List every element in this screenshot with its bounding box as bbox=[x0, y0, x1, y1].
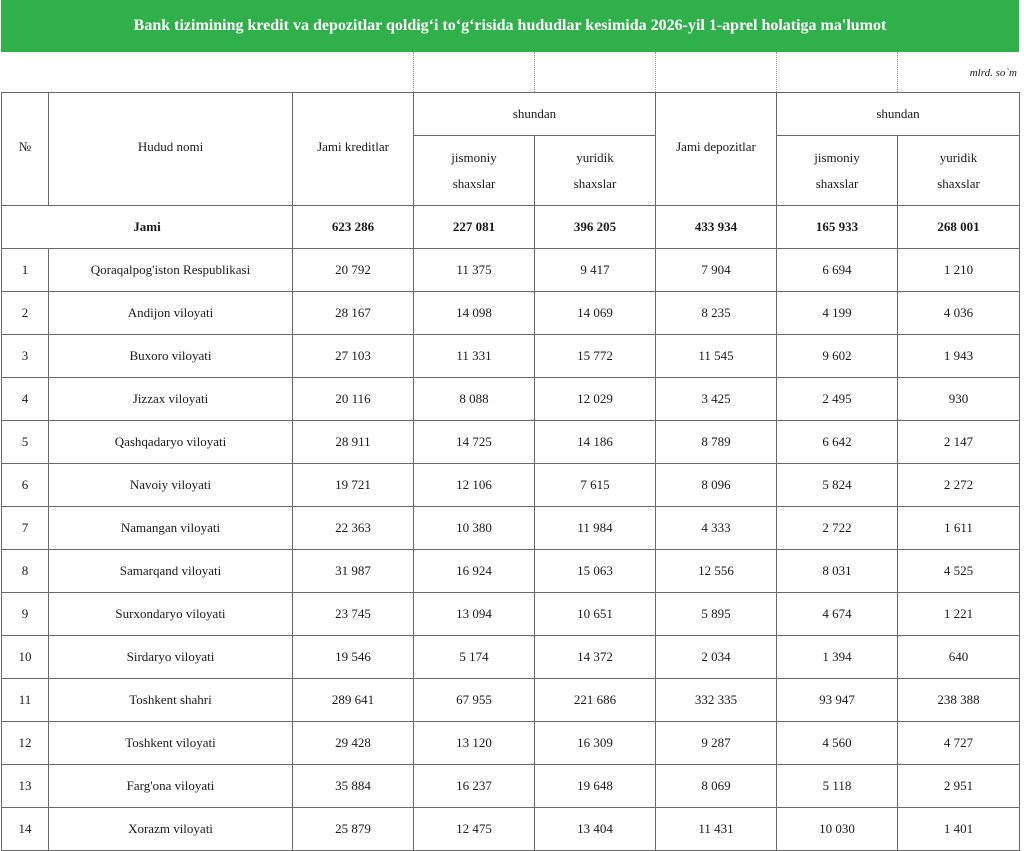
credits-legal-value: 12 029 bbox=[535, 378, 656, 421]
region-name: Samarqand viloyati bbox=[49, 550, 293, 593]
credits-value: 31 987 bbox=[293, 550, 414, 593]
row-number: 3 bbox=[2, 335, 49, 378]
row-number: 12 bbox=[2, 722, 49, 765]
region-name: Toshkent viloyati bbox=[49, 722, 293, 765]
header-line: shaxslar bbox=[573, 175, 617, 191]
credits-individuals-value: 11 375 bbox=[414, 249, 535, 292]
credits-individuals-value: 13 094 bbox=[414, 593, 535, 636]
deposits-individuals-value: 5 824 bbox=[777, 464, 898, 507]
header-total-credits: Jami kreditlar bbox=[293, 93, 414, 206]
row-number: 1 bbox=[2, 249, 49, 292]
region-name: Andijon viloyati bbox=[49, 292, 293, 335]
region-name: Namangan viloyati bbox=[49, 507, 293, 550]
header-credits-shundan: shundan bbox=[414, 93, 656, 136]
table-row bbox=[2, 550, 1020, 593]
table-row bbox=[2, 507, 1020, 550]
header-line: shaxslar bbox=[815, 175, 859, 191]
deposits-value: 4 333 bbox=[656, 507, 777, 550]
total-credits: 623 286 bbox=[293, 206, 414, 249]
column-separator bbox=[655, 52, 656, 92]
header-credits-individuals bbox=[414, 136, 535, 206]
credits-legal-value: 7 615 bbox=[535, 464, 656, 507]
deposits-value: 7 904 bbox=[656, 249, 777, 292]
header-line: jismoniy bbox=[814, 149, 860, 165]
deposits-legal-value: 2 147 bbox=[898, 421, 1020, 464]
table-row bbox=[2, 636, 1020, 679]
header-line: shaxslar bbox=[452, 175, 496, 191]
credits-legal-value: 16 309 bbox=[535, 722, 656, 765]
table-row bbox=[2, 593, 1020, 636]
header-number: № bbox=[2, 93, 49, 206]
total-credits-legal: 396 205 bbox=[535, 206, 656, 249]
deposits-value: 11 431 bbox=[656, 808, 777, 851]
credits-individuals-value: 67 955 bbox=[414, 679, 535, 722]
deposits-value: 8 789 bbox=[656, 421, 777, 464]
credits-individuals-value: 14 098 bbox=[414, 292, 535, 335]
credits-individuals-value: 16 924 bbox=[414, 550, 535, 593]
deposits-legal-value: 238 388 bbox=[898, 679, 1020, 722]
page-title: Bank tizimining kredit va depozitlar qoldig‘i to‘g‘risida hududlar kesimida 2026-yil 1-aprel holatiga ma'lumot bbox=[1, 0, 1019, 52]
credits-legal-value: 11 984 bbox=[535, 507, 656, 550]
deposits-value: 3 425 bbox=[656, 378, 777, 421]
deposits-value: 12 556 bbox=[656, 550, 777, 593]
deposits-individuals-value: 2 722 bbox=[777, 507, 898, 550]
credits-value: 27 103 bbox=[293, 335, 414, 378]
region-name: Buxoro viloyati bbox=[49, 335, 293, 378]
credits-legal-value: 9 417 bbox=[535, 249, 656, 292]
column-separator bbox=[413, 52, 414, 92]
credits-individuals-value: 12 106 bbox=[414, 464, 535, 507]
credits-legal-value: 10 651 bbox=[535, 593, 656, 636]
row-number: 5 bbox=[2, 421, 49, 464]
credits-value: 23 745 bbox=[293, 593, 414, 636]
column-separator bbox=[534, 52, 535, 92]
deposits-value: 5 895 bbox=[656, 593, 777, 636]
deposits-legal-value: 1 943 bbox=[898, 335, 1020, 378]
row-number: 11 bbox=[2, 679, 49, 722]
credits-value: 19 546 bbox=[293, 636, 414, 679]
deposits-legal-value: 4 525 bbox=[898, 550, 1020, 593]
credits-individuals-value: 10 380 bbox=[414, 507, 535, 550]
total-deposits-legal: 268 001 bbox=[898, 206, 1020, 249]
credits-legal-value: 19 648 bbox=[535, 765, 656, 808]
deposits-individuals-value: 1 394 bbox=[777, 636, 898, 679]
credits-legal-value: 221 686 bbox=[535, 679, 656, 722]
region-name: Qashqadaryo viloyati bbox=[49, 421, 293, 464]
deposits-individuals-value: 8 031 bbox=[777, 550, 898, 593]
deposits-legal-value: 2 272 bbox=[898, 464, 1020, 507]
credits-value: 28 911 bbox=[293, 421, 414, 464]
unit-label: mlrd. so`m bbox=[969, 67, 1017, 79]
credits-legal-value: 15 063 bbox=[535, 550, 656, 593]
header-deposits-legal bbox=[898, 136, 1020, 206]
row-number: 7 bbox=[2, 507, 49, 550]
deposits-value: 8 096 bbox=[656, 464, 777, 507]
credits-value: 25 879 bbox=[293, 808, 414, 851]
row-number: 8 bbox=[2, 550, 49, 593]
table-row bbox=[2, 679, 1020, 722]
credits-value: 20 792 bbox=[293, 249, 414, 292]
deposits-value: 8 069 bbox=[656, 765, 777, 808]
credits-value: 19 721 bbox=[293, 464, 414, 507]
region-name: Jizzax viloyati bbox=[49, 378, 293, 421]
total-deposits: 433 934 bbox=[656, 206, 777, 249]
deposits-legal-value: 2 951 bbox=[898, 765, 1020, 808]
deposits-value: 2 034 bbox=[656, 636, 777, 679]
table-row bbox=[2, 335, 1020, 378]
header-region: Hudud nomi bbox=[49, 93, 293, 206]
header-line: yuridik bbox=[939, 149, 978, 165]
deposits-individuals-value: 93 947 bbox=[777, 679, 898, 722]
deposits-legal-value: 930 bbox=[898, 378, 1020, 421]
credits-value: 29 428 bbox=[293, 722, 414, 765]
region-name: Toshkent shahri bbox=[49, 679, 293, 722]
deposits-value: 332 335 bbox=[656, 679, 777, 722]
table-row bbox=[2, 722, 1020, 765]
region-name: Sirdaryo viloyati bbox=[49, 636, 293, 679]
deposits-individuals-value: 4 199 bbox=[777, 292, 898, 335]
credits-individuals-value: 13 120 bbox=[414, 722, 535, 765]
data-table bbox=[1, 92, 1020, 851]
credits-value: 35 884 bbox=[293, 765, 414, 808]
header-deposits-individuals bbox=[777, 136, 898, 206]
deposits-individuals-value: 5 118 bbox=[777, 765, 898, 808]
deposits-individuals-value: 9 602 bbox=[777, 335, 898, 378]
deposits-legal-value: 1 611 bbox=[898, 507, 1020, 550]
deposits-legal-value: 1 401 bbox=[898, 808, 1020, 851]
header-credits-legal bbox=[535, 136, 656, 206]
credits-legal-value: 15 772 bbox=[535, 335, 656, 378]
deposits-individuals-value: 4 560 bbox=[777, 722, 898, 765]
column-separator bbox=[776, 52, 777, 92]
deposits-value: 9 287 bbox=[656, 722, 777, 765]
deposits-individuals-value: 10 030 bbox=[777, 808, 898, 851]
total-row bbox=[2, 206, 1020, 249]
total-credits-individuals: 227 081 bbox=[414, 206, 535, 249]
row-number: 9 bbox=[2, 593, 49, 636]
row-number: 14 bbox=[2, 808, 49, 851]
credits-value: 22 363 bbox=[293, 507, 414, 550]
unit-row bbox=[1, 52, 1019, 92]
deposits-individuals-value: 4 674 bbox=[777, 593, 898, 636]
credits-legal-value: 14 372 bbox=[535, 636, 656, 679]
deposits-legal-value: 1 221 bbox=[898, 593, 1020, 636]
credits-legal-value: 14 186 bbox=[535, 421, 656, 464]
header-line: yuridik bbox=[576, 149, 614, 165]
header-line: shaxslar bbox=[937, 175, 980, 191]
row-number: 13 bbox=[2, 765, 49, 808]
deposits-individuals-value: 6 694 bbox=[777, 249, 898, 292]
total-deposits-individuals: 165 933 bbox=[777, 206, 898, 249]
credits-individuals-value: 11 331 bbox=[414, 335, 535, 378]
table-row bbox=[2, 292, 1020, 335]
region-name: Navoiy viloyati bbox=[49, 464, 293, 507]
row-number: 6 bbox=[2, 464, 49, 507]
region-name: Xorazm viloyati bbox=[49, 808, 293, 851]
deposits-value: 11 545 bbox=[656, 335, 777, 378]
region-name: Surxondaryo viloyati bbox=[49, 593, 293, 636]
header-line: jismoniy bbox=[451, 149, 497, 165]
deposits-legal-value: 4 727 bbox=[898, 722, 1020, 765]
credits-legal-value: 13 404 bbox=[535, 808, 656, 851]
deposits-legal-value: 1 210 bbox=[898, 249, 1020, 292]
credits-value: 20 116 bbox=[293, 378, 414, 421]
deposits-value: 8 235 bbox=[656, 292, 777, 335]
row-number: 4 bbox=[2, 378, 49, 421]
deposits-legal-value: 640 bbox=[898, 636, 1020, 679]
deposits-legal-value: 4 036 bbox=[898, 292, 1020, 335]
credits-value: 289 641 bbox=[293, 679, 414, 722]
credits-individuals-value: 8 088 bbox=[414, 378, 535, 421]
deposits-individuals-value: 6 642 bbox=[777, 421, 898, 464]
row-number: 2 bbox=[2, 292, 49, 335]
total-label: Jami bbox=[2, 206, 293, 249]
column-separator bbox=[897, 52, 898, 92]
credits-legal-value: 14 069 bbox=[535, 292, 656, 335]
deposits-individuals-value: 2 495 bbox=[777, 378, 898, 421]
table-row bbox=[2, 421, 1020, 464]
header-deposits-shundan: shundan bbox=[777, 93, 1020, 136]
table-row bbox=[2, 464, 1020, 507]
table-row bbox=[2, 378, 1020, 421]
region-name: Farg'ona viloyati bbox=[49, 765, 293, 808]
credits-individuals-value: 12 475 bbox=[414, 808, 535, 851]
header-total-deposits: Jami depozitlar bbox=[656, 93, 777, 206]
row-number: 10 bbox=[2, 636, 49, 679]
credits-individuals-value: 14 725 bbox=[414, 421, 535, 464]
credits-individuals-value: 16 237 bbox=[414, 765, 535, 808]
table-row bbox=[2, 808, 1020, 851]
table-row bbox=[2, 765, 1020, 808]
credits-value: 28 167 bbox=[293, 292, 414, 335]
credits-individuals-value: 5 174 bbox=[414, 636, 535, 679]
region-name: Qoraqalpog'iston Respublikasi bbox=[49, 249, 293, 292]
table-row bbox=[2, 249, 1020, 292]
